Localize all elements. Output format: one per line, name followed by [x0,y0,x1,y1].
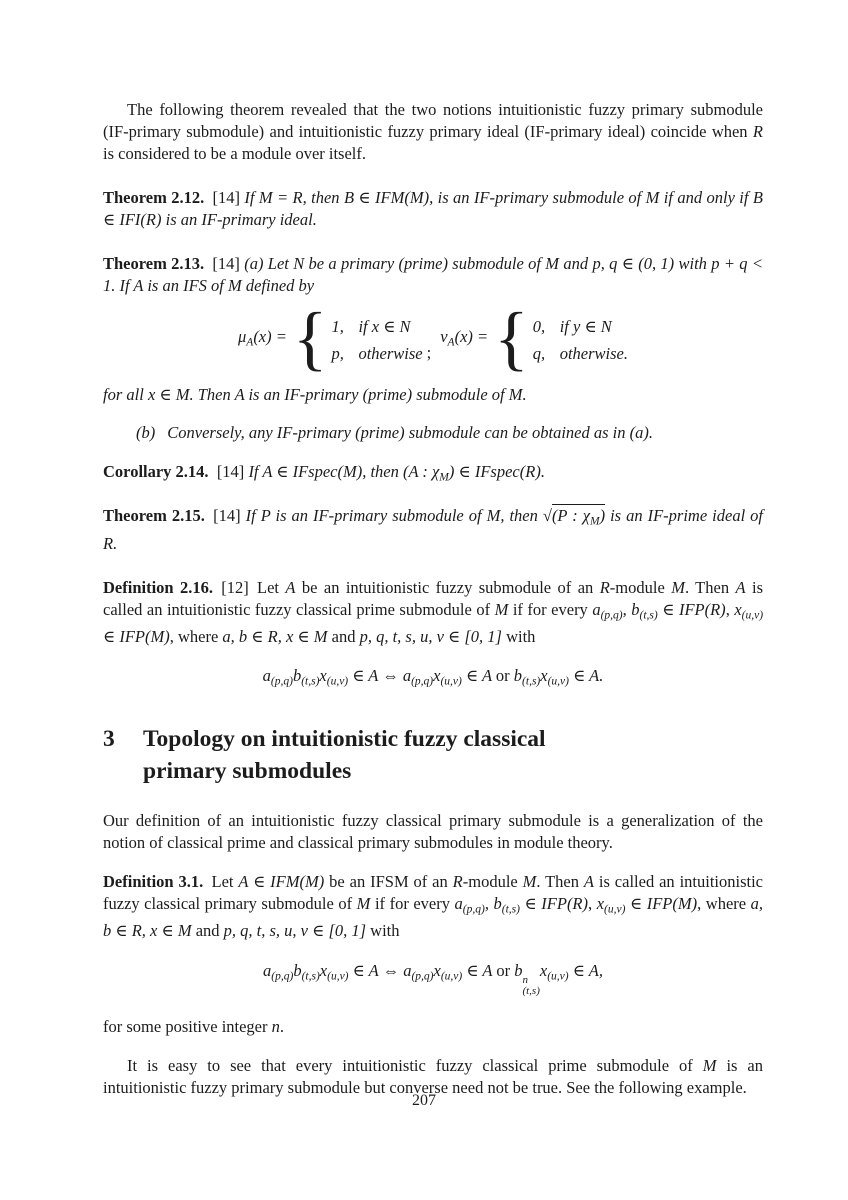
equation-separator: ; [426,343,432,362]
equation-classical-primary: $a_{(p,q)}b_{(t,s)}x_{(u,v)}$ ∈ A ⇔ $a_{(p,q)}x_{(u,v)}$ ∈ A or b n (t,s) $x_{(u,v)}$ ∈ A, [263,961,603,997]
corollary-2-14: Corollary 2.14. [14] If A ∈ IFspec(M), then (A : $\chi_M$) ∈ IFspec(R). [103,461,545,483]
case-value: 1, [331,317,344,336]
nu-lhs: $\nu_A(x)$ = [440,327,489,349]
case-row [533,313,628,340]
case-condition: otherwise [358,344,423,363]
paragraph-easy-to-see: It is easy to see that every intuitionistic fuzzy classical prime submodule of M is an intuitionistic fuzzy primary submodule but converse need not be true. See the following example. [103,1055,763,1097]
section-3-heading [103,723,763,787]
definition-3-1: Definition 3.1. Let A ∈ IFM(M) be an IFSM of an R-module M. Then A is called an intuitionistic fuzzy classical primary submodule of M if for every $a_{(p,q)}$, $b_{(t,s)}$ ∈ IFP(R), $x_{(u,v)}$ ∈ IFP(M), where a, b ∈ R, x ∈ M and p, q, t, s, u, v ∈ [0, 1] with [103,871,764,940]
section-title-line-2: primary submodules [143,757,352,784]
case-row [331,313,422,340]
page-number: 207 [412,1092,436,1109]
case-value: q, [532,344,546,363]
case-condition: if x ∈ N [358,317,411,336]
paragraph-for-some: for some positive integer n. [103,1017,285,1036]
theorem-2-15: Theorem 2.15. [14] If P is an IF-primary submodule of M, then √(P : $\chi_M$) is an IF-prime ideal of R. [103,506,763,553]
case-condition: otherwise. [559,344,629,363]
paragraph-intro: The following theorem revealed that the two notions intuitionistic fuzzy primary submodule (IF-primary submodule) and intuitionistic fuzzy primary ideal (IF-primary ideal) coincide when R is considered to be a module over itself. [103,99,763,163]
case-row [533,340,628,367]
case-value: 0, [532,317,546,336]
definition-2-16: Definition 2.16. [12] Let A be an intuitionistic fuzzy submodule of an R-module M. Then A is called an intuitionistic fuzzy classical prime submodule of M if for every $a_{(p,q)}$, $b_{(t,s)}$ ∈ IFP(R), $x_{(u,v)}$ ∈ IFP(M), where a, b ∈ R, x ∈ M and p, q, t, s, u, v ∈ [0, 1] with [103,577,764,646]
case-value: p, [331,344,344,363]
text-column [103,82,763,1115]
nu-cases-group: $\nu_A(x)$ = { 0, if y ∈ N q, otherwise. [440,298,629,378]
mu-lhs: $\mu_A(x)$ = [237,327,287,349]
mu-cases-group: $\mu_A(x)$ = { 1, if x ∈ N p, otherwise [237,298,423,378]
theorem-2-12: Theorem 2.12. [14] If M = R, then B ∈ IFM(M), is an IF-primary submodule of M if and only if B ∈ IFI(R) is an IF-primary ideal. [103,187,763,229]
mu-case-rows [331,313,422,367]
section-number: 3 [103,725,115,752]
paragraph-for-all: for all x ∈ M. Then A is an IF-primary (prime) submodule of M. [103,384,527,404]
nu-case-rows [533,313,628,367]
theorem-2-13: Theorem 2.13. [14] (a) Let N be a primary (prime) submodule of M and p, q ∈ (0, 1) with p + q < 1. If A is an IFS of M defined by [103,253,763,295]
section-title [143,723,546,787]
paragraph-item-b: (b) Conversely, any IF-primary (prime) submodule can be obtained as in (a). [136,423,653,442]
equation-classical-prime: $a_{(p,q)}b_{(t,s)}x_{(u,v)}$ ∈ A ⇔ $a_{(p,q)}x_{(u,v)}$ ∈ A or $b_{(t,s)}x_{(u,v)}$ ∈ A. [262,666,604,688]
case-condition: if y ∈ N [559,317,612,336]
paragraph-our-definition: Our definition of an intuitionistic fuzzy classical primary submodule is a generalization of the notion of classical prime and classical primary submodules in module theory. [103,810,763,852]
section-title-line-1: Topology on intuitionistic fuzzy classical [143,725,546,752]
case-row [331,340,422,367]
equation-membership-functions [103,298,763,378]
